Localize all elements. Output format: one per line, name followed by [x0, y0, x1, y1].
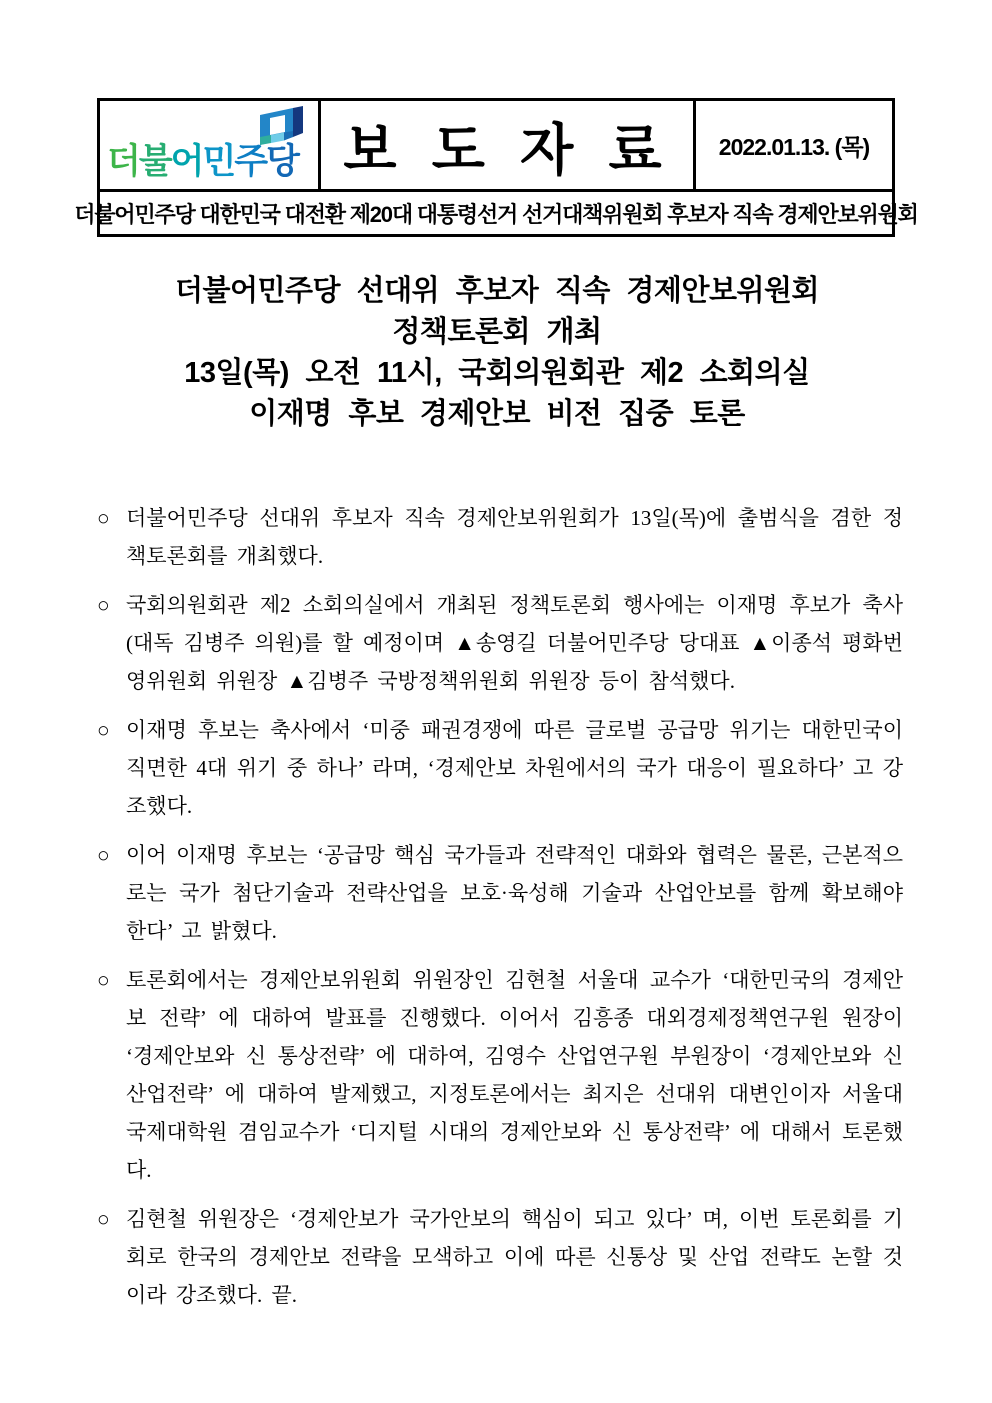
- circle-bullet-icon: ○: [97, 718, 110, 742]
- date-cell: [696, 101, 892, 189]
- body-paragraph: [97, 586, 903, 700]
- circle-bullet-icon: ○: [97, 506, 110, 530]
- body-paragraph: [97, 836, 903, 950]
- paragraph-text: 김현철 위원장은 ‘경제안보가 국가안보의 핵심이 되고 있다’ 며, 이번 토론회를 기회로 한국의 경제안보 전략을 모색하고 이에 따른 신통상 및 산업 전략도 논할 것이라 강조했다. 끝.: [126, 1207, 903, 1307]
- press-release-header: [74, 98, 918, 237]
- document-headline: [97, 271, 897, 435]
- body-paragraph: [97, 499, 903, 575]
- header-top-row: [100, 101, 892, 192]
- paragraph-text: 이어 이재명 후보는 ‘공급망 핵심 국가들과 전략적인 대화와 협력은 물론, 근본적으로는 국가 첨단기술과 전략산업을 보호·육성해 기술과 산업안보를 함께 확보해야 한다’ 고 밝혔다.: [126, 843, 903, 943]
- headline-line-4: 이재명 후보 경제안보 비전 집중 토론: [249, 398, 745, 430]
- press-release-title: 보 도 자 료: [343, 117, 671, 182]
- body-paragraph: [97, 1200, 903, 1314]
- headline-line-3: 13일(목) 오전 11시, 국회의원회관 제2 소회의실: [184, 357, 810, 389]
- document-body: [97, 499, 903, 1314]
- paragraph-text: 국회의원회관 제2 소회의실에서 개최된 정책토론회 행사에는 이재명 후보가 축사(대독 김병주 의원)를 할 예정이며 ▲송영길 더불어민주당 당대표 ▲이종석 평화번영위원회 위원장 ▲김병주 국방정책위원회 위원장 등이 참석했다.: [126, 593, 903, 693]
- body-paragraph: [97, 961, 903, 1189]
- headline-line-1: 더불어민주당 선대위 후보자 직속 경제안보위원회: [174, 275, 820, 307]
- paragraph-text: 더불어민주당 선대위 후보자 직속 경제안보위원회가 13일(목)에 출범식을 겸한 정책토론회를 개최했다.: [126, 506, 903, 568]
- press-release-title-cell: [321, 101, 696, 189]
- paragraph-text: 이재명 후보는 축사에서 ‘미중 패권경쟁에 따른 글로벌 공급망 위기는 대한민국이 직면한 4대 위기 중 하나’ 라며, ‘경제안보 차원에서의 국가 대응이 필요하다’ 고 강조했다.: [126, 718, 903, 818]
- party-logo-text: 더불어민주당: [107, 142, 298, 181]
- paragraph-text: 토론회에서는 경제안보위원회 위원장인 김현철 서울대 교수가 ‘대한민국의 경제안보 전략’ 에 대하여 발표를 진행했다. 이어서 김흥종 대외경제정책연구원 원장이 ‘경제안보와 신 통상전략’ 에 대하여, 김영수 산업연구원 부원장이 ‘경제안보와 신 산업전략’ 에 대하여 발제했고, 지정토론에서는 최지은 선대위 대변인이자 서울대 국제대학원 겸임교수가 ‘디지털 시대의 경제안보와 신 통상전략’ 에 대해서 토론했다.: [126, 968, 903, 1182]
- circle-bullet-icon: ○: [97, 968, 110, 992]
- party-logo: [100, 101, 321, 189]
- header-subtitle: 더불어민주당 대한민국 대전환 제20대 대통령선거 선거대책위원회 후보자 직속 경제안보위원회: [74, 201, 918, 227]
- body-paragraph: [97, 711, 903, 825]
- release-date: 2022.01.13. (목): [718, 133, 870, 160]
- circle-bullet-icon: ○: [97, 1207, 110, 1231]
- circle-bullet-icon: ○: [97, 593, 110, 617]
- circle-bullet-icon: ○: [97, 843, 110, 867]
- headline-line-2: 정책토론회 개최: [392, 316, 602, 348]
- header-subtitle-row: [74, 192, 918, 234]
